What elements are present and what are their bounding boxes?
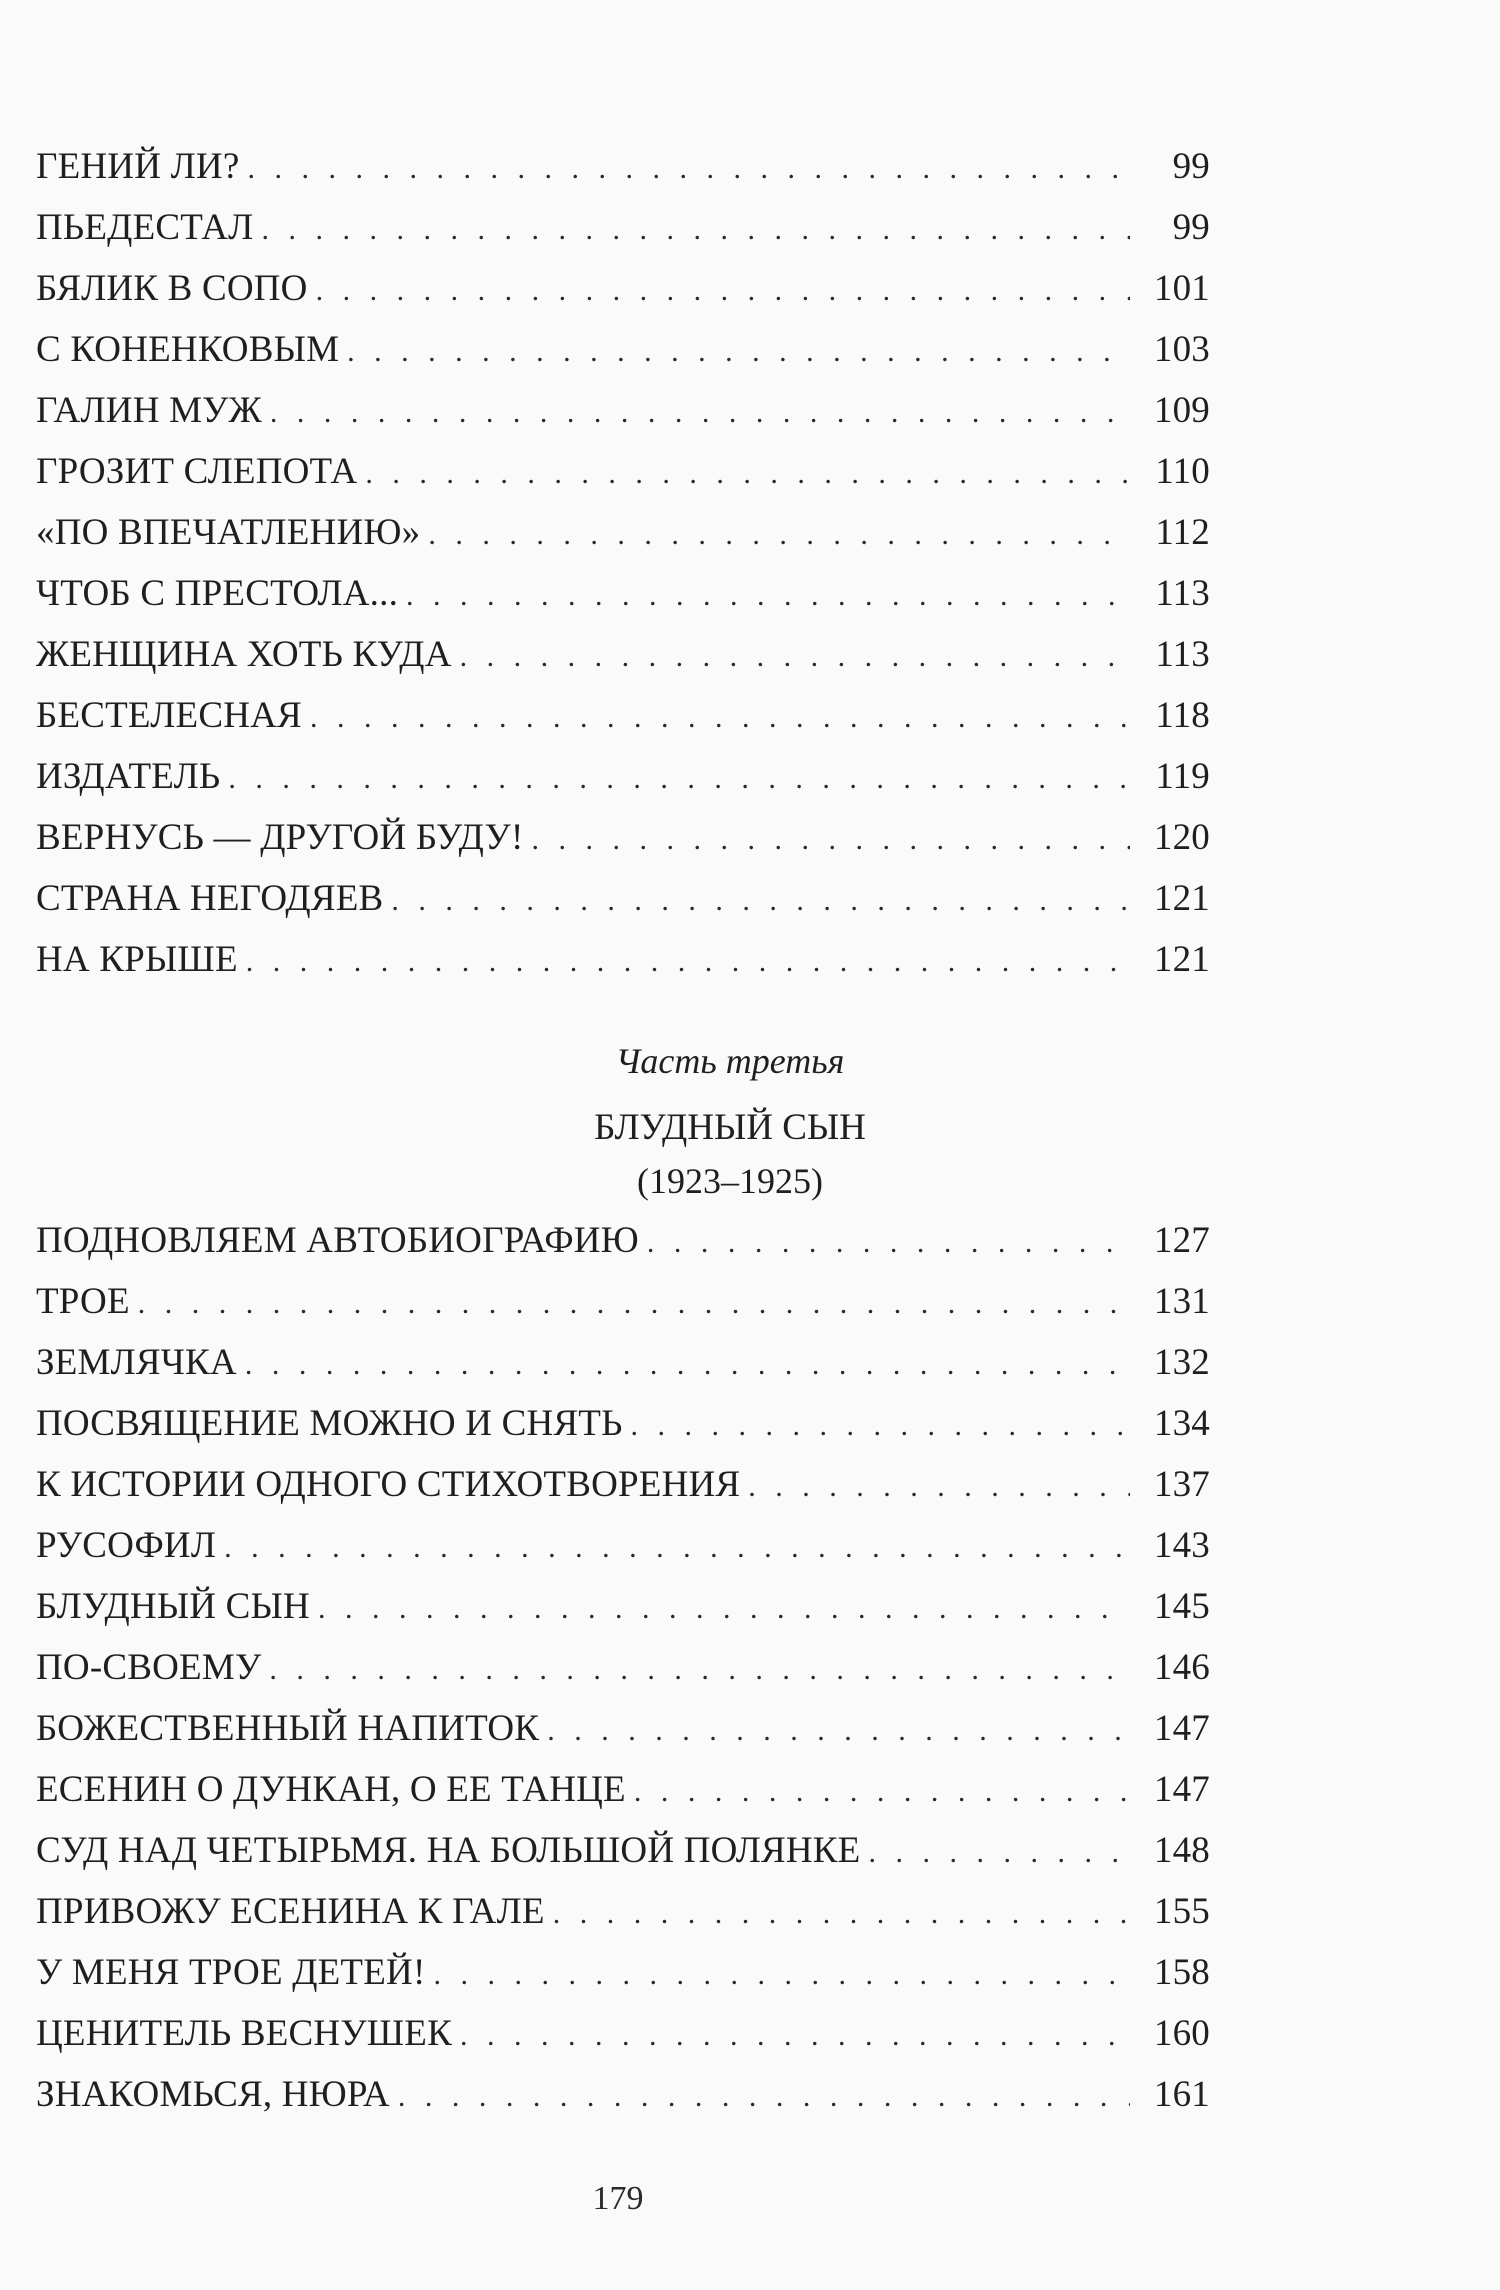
toc-entry-page: 101	[1153, 268, 1210, 309]
toc-entry-title: К ИСТОРИИ ОДНОГО СТИХОТВОРЕНИЯ	[36, 1464, 741, 1505]
leader-dots	[310, 687, 1130, 748]
toc-entry-page: 127	[1153, 1220, 1210, 1261]
toc-entry-page: 146	[1153, 1647, 1210, 1688]
toc-entry-title: ТРОЕ	[36, 1281, 130, 1322]
leader-dots	[460, 2005, 1130, 2066]
leader-dots	[553, 1883, 1130, 1944]
toc-entry-page: 161	[1153, 2074, 1210, 2115]
toc-entry-title: СУД НАД ЧЕТЫРЬМЯ. НА БОЛЬШОЙ ПОЛЯНКЕ	[36, 1830, 861, 1871]
toc-entry-page: 119	[1155, 756, 1210, 797]
toc-entry-page: 147	[1153, 1769, 1210, 1810]
leader-dots	[748, 1456, 1130, 1517]
toc-entry	[36, 1637, 1210, 1698]
toc-entry-title: ЖЕНЩИНА ХОТЬ КУДА	[36, 634, 452, 675]
toc-entry-title: ЗЕМЛЯЧКА	[36, 1342, 237, 1383]
toc-entry	[36, 380, 1210, 441]
leader-dots	[228, 748, 1130, 809]
toc-entry-title: «ПО ВПЕЧАТЛЕНИЮ»	[36, 512, 421, 553]
toc-entry-title: НА КРЫШЕ	[36, 939, 238, 980]
toc-entry-title: ЧТОБ С ПРЕСТОЛА...	[36, 573, 399, 614]
toc-entry-title: ИЗДАТЕЛЬ	[36, 756, 221, 797]
toc-entry-page: 118	[1155, 695, 1210, 736]
toc-entry-page: 103	[1153, 329, 1210, 370]
leader-dots	[869, 1822, 1131, 1883]
leader-dots	[647, 1212, 1130, 1273]
toc-entry-page: 113	[1155, 634, 1210, 675]
leader-dots	[246, 931, 1130, 992]
leader-dots	[247, 138, 1130, 199]
leader-dots	[531, 809, 1130, 870]
toc-entry-page: 121	[1153, 939, 1210, 980]
toc-entry-page: 145	[1153, 1586, 1210, 1627]
toc-entry	[36, 929, 1210, 990]
leader-dots	[406, 565, 1130, 626]
leader-dots	[433, 1944, 1130, 2005]
toc-entry-title: БЛУДНЫЙ СЫН	[36, 1586, 310, 1627]
page-number: 179	[592, 2180, 644, 2217]
toc-entry-title: БЕСТЕЛЕСНАЯ	[36, 695, 302, 736]
toc-entry-title: ЕСЕНИН О ДУНКАН, О ЕЕ ТАНЦЕ	[36, 1769, 626, 1810]
toc-entry-title: БОЖЕСТВЕННЫЙ НАПИТОК	[36, 1708, 540, 1749]
leader-dots	[245, 1334, 1130, 1395]
toc-entry-title: ЦЕНИТЕЛЬ ВЕСНУШЕК	[36, 2013, 452, 2054]
leader-dots	[269, 1639, 1130, 1700]
toc-entry	[36, 1271, 1210, 1332]
toc-entry-page: 131	[1153, 1281, 1210, 1322]
leader-dots	[138, 1273, 1130, 1334]
toc-entry	[36, 2003, 1210, 2064]
toc-entry	[36, 868, 1210, 929]
toc-entry-page: 132	[1153, 1342, 1210, 1383]
toc-entry-title: ГАЛИН МУЖ	[36, 390, 262, 431]
toc-entry-page: 155	[1153, 1891, 1210, 1932]
toc-entry	[36, 2064, 1210, 2125]
part-label: Часть третья	[615, 1041, 845, 1081]
toc-entry-page: 120	[1153, 817, 1210, 858]
toc-entry	[36, 685, 1210, 746]
toc-entry-page: 109	[1153, 390, 1210, 431]
leader-dots	[460, 626, 1130, 687]
toc-entry	[36, 258, 1210, 319]
toc-entry	[36, 1820, 1210, 1881]
toc-entry-page: 147	[1153, 1708, 1210, 1749]
toc-entry-title: ПО-СВОЕМУ	[36, 1647, 262, 1688]
leader-dots	[428, 504, 1130, 565]
toc-entry	[36, 1576, 1210, 1637]
toc-entry-page: 99	[1172, 146, 1210, 187]
toc-entry-page: 113	[1155, 573, 1210, 614]
toc-entry-title: ВЕРНУСЬ — ДРУГОЙ БУДУ!	[36, 817, 524, 858]
toc-entry	[36, 1942, 1210, 2003]
toc-entry	[36, 441, 1210, 502]
toc-entry	[36, 624, 1210, 685]
toc-entry	[36, 1515, 1210, 1576]
toc-entry-page: 112	[1155, 512, 1210, 553]
leader-dots	[365, 443, 1130, 504]
toc-entry	[36, 563, 1210, 624]
leader-dots	[631, 1395, 1130, 1456]
toc-entry	[36, 1393, 1210, 1454]
toc-entry-page: 121	[1153, 878, 1210, 919]
toc-entry-page: 99	[1172, 207, 1210, 248]
toc-entry-title: РУСОФИЛ	[36, 1525, 217, 1566]
toc-entry	[36, 807, 1210, 868]
part-years: (1923–1925)	[637, 1161, 823, 1201]
toc-entry	[36, 1698, 1210, 1759]
toc-entry	[36, 136, 1210, 197]
leader-dots	[398, 2066, 1130, 2127]
toc-list-part1	[36, 136, 1210, 990]
leader-dots	[224, 1517, 1130, 1578]
toc-entry	[36, 502, 1210, 563]
toc-entry	[36, 746, 1210, 807]
toc-entry-page: 110	[1155, 451, 1210, 492]
toc-entry	[36, 1759, 1210, 1820]
toc-entry-title: БЯЛИК В СОПО	[36, 268, 308, 309]
toc-entry	[36, 1454, 1210, 1515]
toc-entry-page: 143	[1153, 1525, 1210, 1566]
toc-entry	[36, 197, 1210, 258]
toc-list-part2	[36, 1210, 1210, 2125]
toc-entry-title: ПЬЕДЕСТАЛ	[36, 207, 254, 248]
toc-entry-title: ПРИВОЖУ ЕСЕНИНА К ГАЛЕ	[36, 1891, 545, 1932]
leader-dots	[316, 260, 1130, 321]
leader-dots	[391, 870, 1130, 931]
toc-entry-page: 160	[1153, 2013, 1210, 2054]
leader-dots	[634, 1761, 1130, 1822]
toc-entry-page: 158	[1153, 1952, 1210, 1993]
leader-dots	[261, 199, 1130, 260]
toc-entry-title: ГЕНИЙ ЛИ?	[36, 146, 240, 187]
leader-dots	[318, 1578, 1130, 1639]
part-title: БЛУДНЫЙ СЫН	[594, 1107, 866, 1148]
toc-entry-title: ПОДНОВЛЯЕМ АВТОБИОГРАФИЮ	[36, 1220, 639, 1261]
leader-dots	[270, 382, 1130, 443]
toc-entry-title: СТРАНА НЕГОДЯЕВ	[36, 878, 384, 919]
toc-entry-title: С КОНЕНКОВЫМ	[36, 329, 340, 370]
toc-entry	[36, 1210, 1210, 1271]
toc-entry-title: ЗНАКОМЬСЯ, НЮРА	[36, 2074, 390, 2115]
leader-dots	[347, 321, 1130, 382]
toc-entry-page: 134	[1153, 1403, 1210, 1444]
toc-entry-title: ГРОЗИТ СЛЕПОТА	[36, 451, 358, 492]
toc-entry-page: 137	[1153, 1464, 1210, 1505]
toc-entry-title: У МЕНЯ ТРОЕ ДЕТЕЙ!	[36, 1952, 426, 1993]
toc-entry-page: 148	[1153, 1830, 1210, 1871]
toc-entry	[36, 1332, 1210, 1393]
toc-entry-title: ПОСВЯЩЕНИЕ МОЖНО И СНЯТЬ	[36, 1403, 623, 1444]
leader-dots	[547, 1700, 1130, 1761]
toc-entry	[36, 319, 1210, 380]
toc-entry	[36, 1881, 1210, 1942]
